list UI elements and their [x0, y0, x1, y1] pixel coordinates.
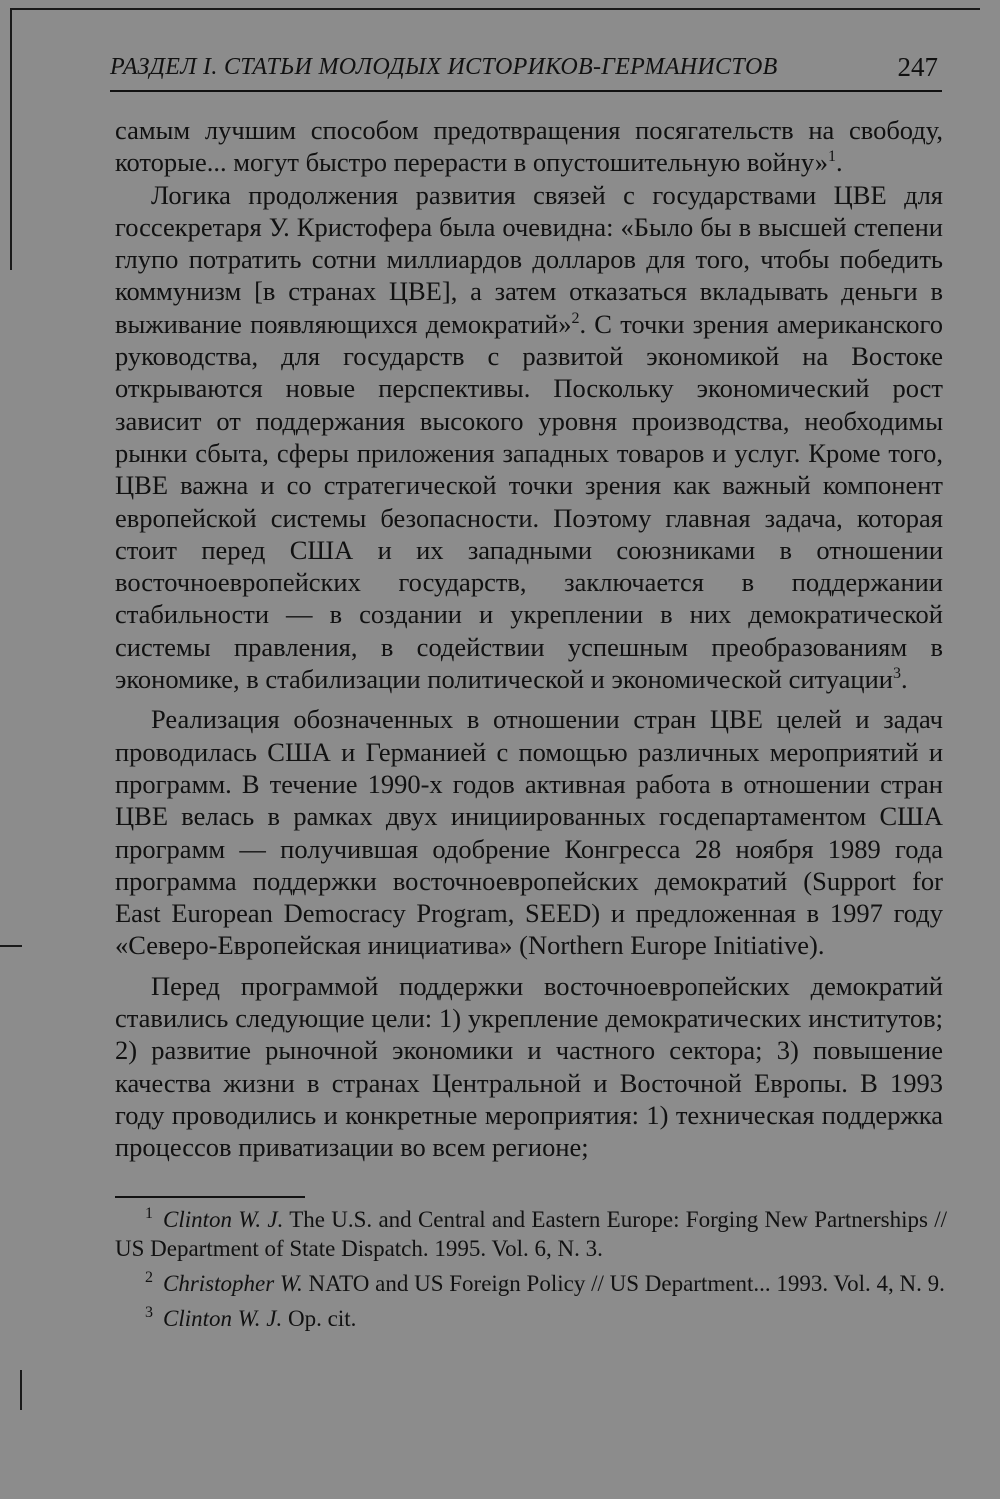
- paragraph-2-tail: .: [900, 664, 908, 695]
- page-header: [110, 52, 942, 92]
- paragraph-1-tail: .: [836, 147, 843, 178]
- footnote-number: 2: [145, 1269, 153, 1287]
- footnote-ref-1: 1: [828, 148, 837, 166]
- footnote-text: Op. cit.: [282, 1306, 357, 1331]
- footnote-3: [115, 1304, 947, 1333]
- paragraph-1: [115, 114, 943, 179]
- paragraph-4-text: Перед программой поддержки восточноевропейских демократий ставились следующие цели: 1) укрепление демократических институтов; 2) развитие рыночной экономики и частного сектора; 3) повышение качества жизни в странах Центральной и Восточной Европы. В 1993 году проводились и конкретные мероприятия: 1) техническая поддержка процессов приватизации во всем регионе;: [115, 970, 943, 1163]
- paragraph-4: [115, 970, 943, 1164]
- footnote-author: Christopher W.: [163, 1271, 303, 1296]
- paragraph-2-text-a: Логика продолжения развития связей с государствами ЦВЕ для госсекретаря У. Кристофера была очевидна: «Было бы в высшей степени глупо потратить сотни миллиардов долларов для того, чтобы победить коммунизм [в странах ЦВЕ], а затем отказаться вкладывать деньги в выживание появляющихся демократий»: [115, 179, 943, 339]
- page-number: 247: [897, 52, 938, 82]
- scan-margin-mark: [0, 945, 22, 947]
- footnote-text: NATO and US Foreign Policy // US Department... 1993. Vol. 4, N. 9.: [302, 1271, 945, 1296]
- footnote-2: [115, 1269, 947, 1298]
- paragraph-2-text-b: . С точки зрения американского руководства, для государств с развитой экономикой на Востоке открываются новые перспективы. Поскольку экономический рост зависит от поддержания высокого уровня производства, необходимы рынки сбыта, сферы приложения западных товаров и услуг. Кроме того, ЦВЕ важна и со стратегической точки зрения как важный компонент европейской системы безопасности. Поэтому главная задача, которая стоит перед США и их западными союзниками в отношении восточноевропейских государств, заключается в поддержании стабильности — в создании и укреплении в них демократической системы правления, в содействии успешным преобразованиям в экономике, в стабилизации политической и экономической ситуации: [115, 308, 943, 695]
- paragraph-2: [115, 179, 943, 696]
- paragraph-3-text: Реализация обозначенных в отношении стран ЦВЕ целей и задач проводилась США и Германией с помощью различных мероприятий и программ. В течение 1990-х годов активная работа в отношении стран ЦВЕ велась в рамках двух инициированных госдепартаментом США программ — получившая одобрение Конгресса 28 ноября 1989 года программа поддержки восточноевропейских демократий (Support for East European Democracy Program, SEED) и предложенная в 1997 году «Северо-Европейская инициатива» (Northern Europe Initiative).: [115, 704, 943, 961]
- scan-border-top: [10, 8, 980, 10]
- footnote-author: Clinton W. J.: [163, 1207, 284, 1232]
- footnote-divider: [115, 1196, 305, 1198]
- footnote-number: 1: [145, 1205, 153, 1223]
- footnote-author: Clinton W. J.: [163, 1306, 283, 1331]
- footnote-ref-2: 2: [571, 309, 580, 327]
- footnote-ref-3: 3: [892, 665, 901, 683]
- paragraph-3: [115, 703, 943, 961]
- running-title: РАЗДЕЛ I. СТАТЬИ МОЛОДЫХ ИСТОРИКОВ-ГЕРМАНИСТОВ: [110, 54, 778, 80]
- main-text: [115, 114, 943, 1164]
- footnote-text: The U.S. and Central and Eastern Europe: Forging New Partnerships // US Department of State Dispatch. 1995. Vol. 6, N. 3.: [115, 1207, 947, 1261]
- footnote-1: [115, 1205, 947, 1263]
- paragraph-1-text: самым лучшим способом предотвращения посягательств на свободу, которые... могут быстро перерасти в опустошительную войну»: [115, 115, 943, 178]
- scan-margin-mark-lower: [20, 1370, 22, 1410]
- scan-border-left: [10, 10, 12, 270]
- footnotes: [115, 1205, 947, 1339]
- footnote-number: 3: [145, 1304, 153, 1322]
